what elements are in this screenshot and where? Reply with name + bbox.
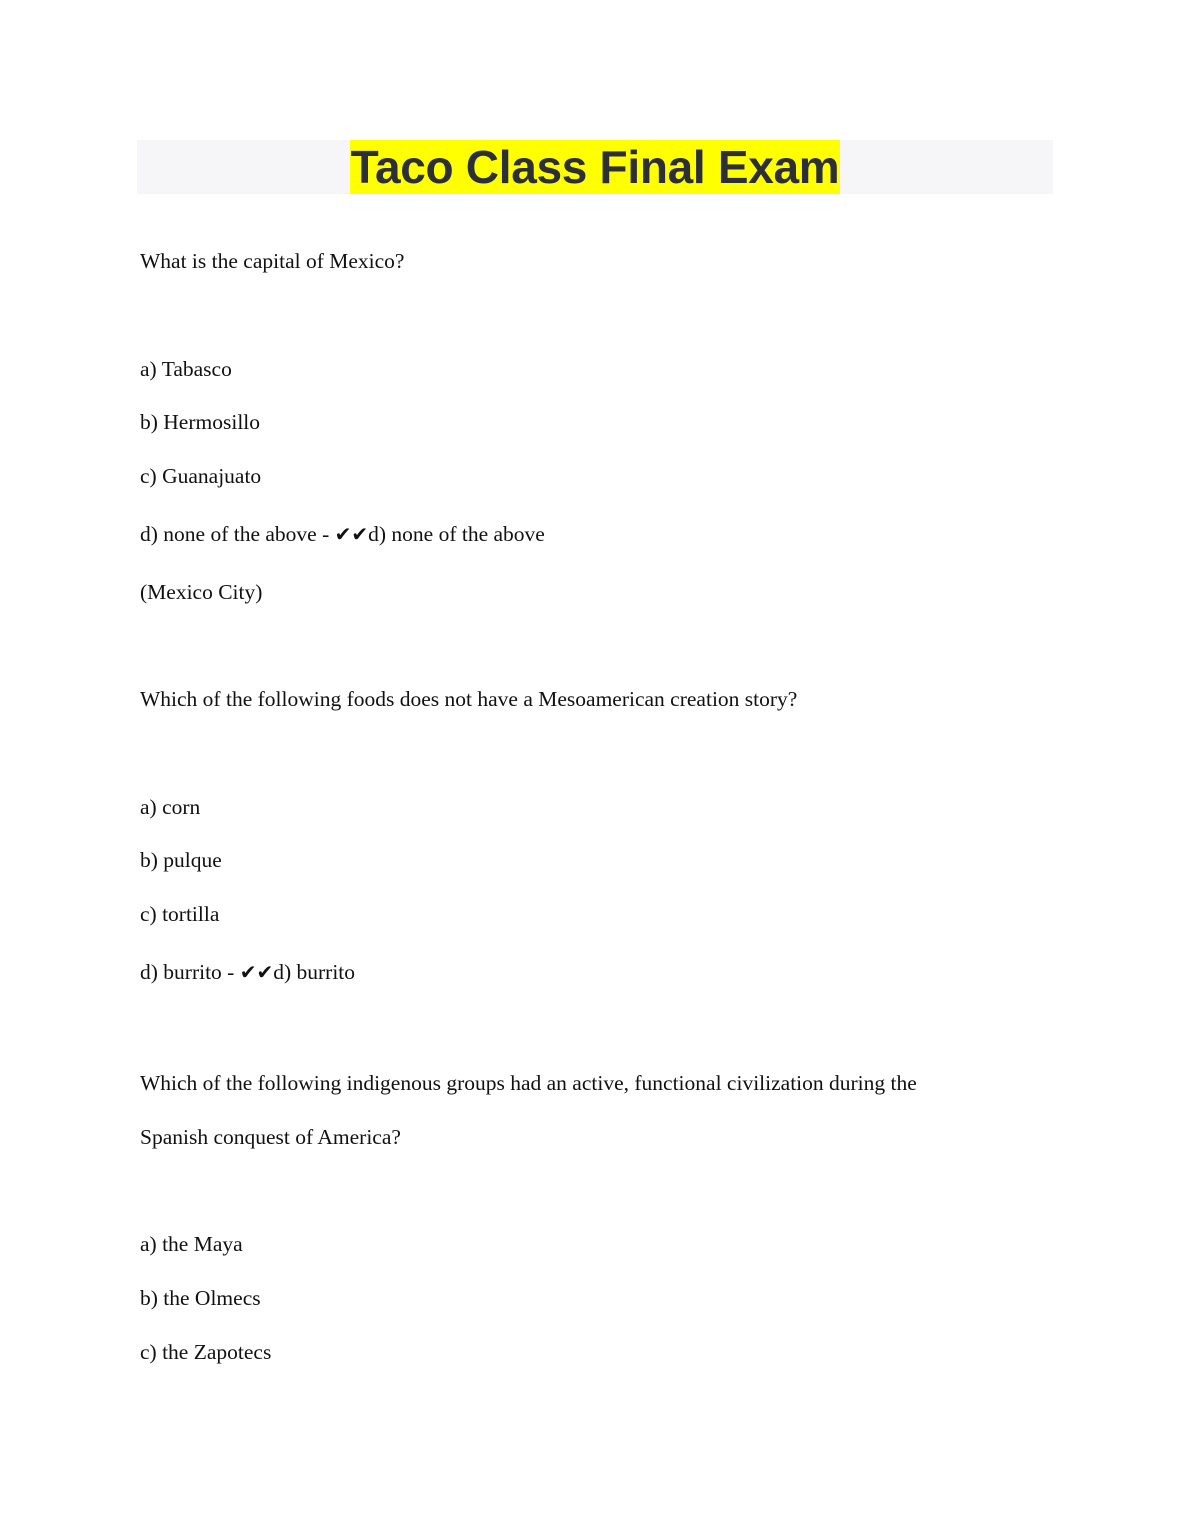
page-title: Taco Class Final Exam xyxy=(350,141,840,193)
question-1-option-b: b) Hermosillo xyxy=(140,410,261,434)
title-band xyxy=(137,140,1053,194)
question-1-answer-continuation: (Mexico City) xyxy=(140,580,263,604)
question-2-option-c: c) tortilla xyxy=(140,902,220,926)
question-2-option-a: a) corn xyxy=(140,795,201,819)
answer-text: d) burrito xyxy=(273,960,356,984)
answer-text: d) none of the above xyxy=(368,522,545,546)
question-3-option-a: a) the Maya xyxy=(140,1232,243,1256)
question-1-prompt: What is the capital of Mexico? xyxy=(140,249,405,273)
question-2-option-b: b) pulque xyxy=(140,848,222,872)
question-3-option-c: c) the Zapotecs xyxy=(140,1340,272,1364)
question-3-prompt-line-1: Which of the following indigenous groups had an active, functional civilization during the xyxy=(140,1071,917,1095)
question-2-prompt: Which of the following foods does not have a Mesoamerican creation story? xyxy=(140,687,798,711)
question-3-prompt-line-2: Spanish conquest of America? xyxy=(140,1125,401,1149)
question-1-option-c: c) Guanajuato xyxy=(140,464,262,488)
question-2-answer-line xyxy=(140,959,355,985)
checkmark-icon: ✔✔ xyxy=(334,522,369,546)
question-3-option-b: b) the Olmecs xyxy=(140,1286,261,1310)
checkmark-icon: ✔✔ xyxy=(239,960,274,984)
question-1-answer-line xyxy=(140,521,545,547)
answer-prefix: d) burrito - xyxy=(140,960,235,984)
question-1-option-a: a) Tabasco xyxy=(140,357,232,381)
answer-prefix: d) none of the above - xyxy=(140,522,330,546)
